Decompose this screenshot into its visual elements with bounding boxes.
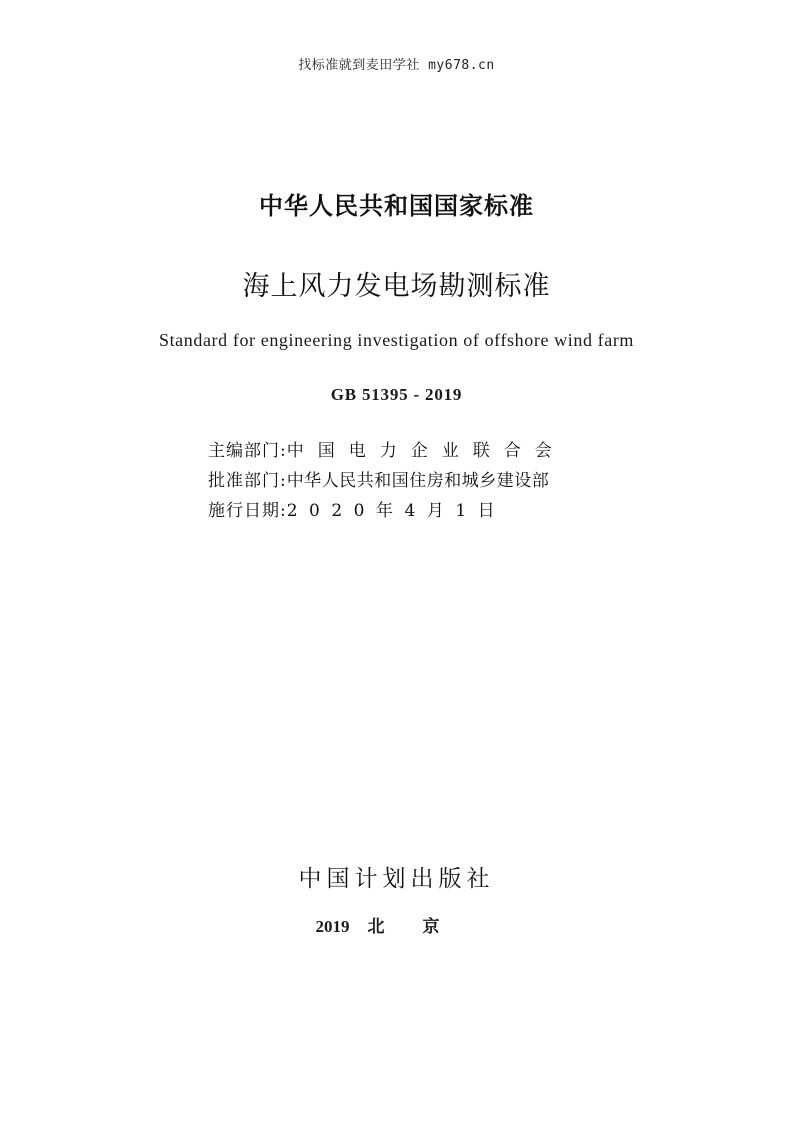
document-title-en: Standard for engineering investigation of offshore wind farm [158, 330, 635, 350]
publication-year: 2019 [315, 917, 350, 936]
approval-row [208, 466, 608, 491]
effective-date-value: 2020年4月1日 [286, 501, 507, 521]
chief-editor-label: 主编部门: [208, 441, 287, 461]
publication-place [0, 912, 793, 937]
standard-code: GB 51395 - 2019 [330, 385, 463, 404]
national-standard-heading: 中华人民共和国国家标准 [259, 192, 534, 220]
publication-city: 北京 [367, 917, 478, 937]
effective-date-label: 施行日期: [208, 501, 287, 521]
effective-date-row [208, 496, 608, 521]
approval-value: 中华人民共和国住房和城乡建设部 [286, 471, 550, 491]
approval-label: 批准部门: [208, 471, 287, 491]
document-title-cn: 海上风力发电场勘测标准 [242, 271, 551, 302]
watermark-text: 找标准就到麦田学社 my678.cn [298, 58, 495, 73]
chief-editor-row [208, 436, 608, 461]
publisher-name: 中国计划出版社 [298, 866, 495, 892]
chief-editor-value: 中国电力企业联合会 [286, 441, 566, 461]
